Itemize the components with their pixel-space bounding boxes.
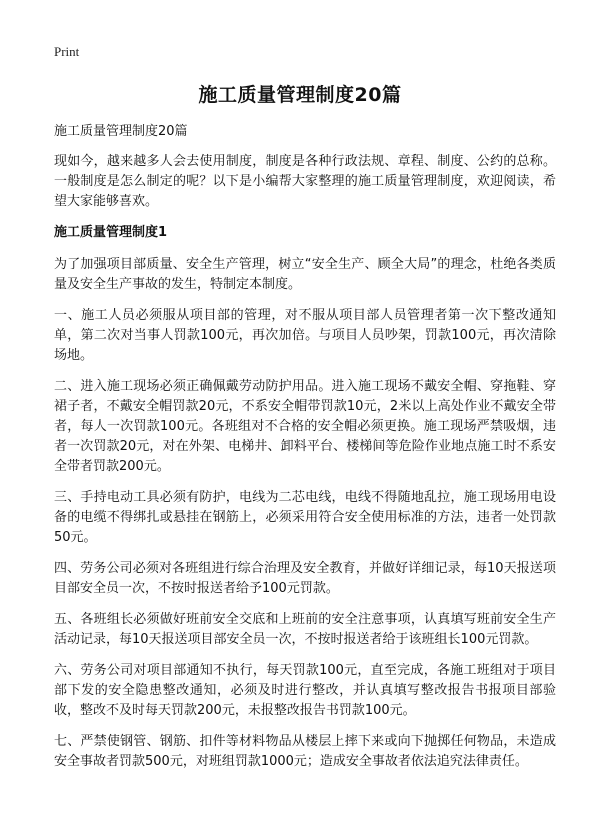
section-paragraph: 为了加强项目部质量、安全生产管理，树立“安全生产、顾全大局”的理念，杜绝各类质量及安全生产事故的发生，特制定本制度。 <box>54 257 556 292</box>
document-subtitle: 施工质量管理制度20篇 <box>54 124 188 139</box>
document-body <box>54 122 556 783</box>
section-paragraph: 六、劳务公司对项目部通知不执行，每天罚款100元，直至完成，各施工班组对于项目部下发的安全隐患整改通知，必须及时进行整改，并认真填写整改报告书报项目部验收，整改不及时每天罚款200元，未报整改报告书罚款100元。 <box>54 663 556 718</box>
section-heading: 施工质量管理制度1 <box>54 225 168 240</box>
section-paragraph: 五、各班组长必须做好班前安全交底和上班前的安全注意事项，认真填写班前安全生产活动记录，每10天报送项目部安全员一次，不按时报送者给于该班组长100元罚款。 <box>54 612 556 647</box>
section-paragraph: 一、施工人员必须服从项目部的管理，对不服从项目部人员管理者第一次下整改通知单，第二次对当事人罚款100元，再次加倍。与项目人员吵架，罚款100元，再次清除场地。 <box>54 308 556 363</box>
intro-paragraph: 现如今，越来越多人会去使用制度，制度是各种行政法规、章程、制度、公约的总称。一般制度是怎么制定的呢？以下是小编帮大家整理的施工质量管理制度，欢迎阅读，希望大家能够喜欢。 <box>54 154 556 209</box>
section-paragraph: 四、劳务公司必须对各班组进行综合治理及安全教育，并做好详细记录，每10天报送项目部安全员一次，不按时报送者给予100元罚款。 <box>54 561 556 596</box>
print-label: Print <box>54 44 80 59</box>
document-title: 施工质量管理制度20篇 <box>198 84 402 106</box>
section-paragraph: 三、手持电动工具必须有防护，电线为二芯电线，电线不得随地乱拉，施工现场用电设备的电缆不得绑扎或悬挂在钢筋上，必须采用符合安全使用标准的方法，违者一处罚款50元。 <box>54 490 556 545</box>
section-paragraph: 七、严禁使钢管、钢筋、扣件等材料物品从楼层上摔下来或向下抛掷任何物品，未造成安全事故者罚款500元，对班组罚款1000元；造成安全事故者依法追究法律责任。 <box>54 734 556 769</box>
section-paragraph: 二、进入施工现场必须正确佩戴劳动防护用品。进入施工现场不戴安全帽、穿拖鞋、穿裙子者，不戴安全帽罚款20元，不系安全帽带罚款10元，2米以上高处作业不戴安全带者，每人一次罚款100元。各班组对不合格的安全帽必须更换。施工现场严禁吸烟，违者一次罚款20元，对在外架、电梯井、卸料平台、楼梯间等危险作业地点施工时不系安全带者罚款200元。 <box>54 379 556 474</box>
